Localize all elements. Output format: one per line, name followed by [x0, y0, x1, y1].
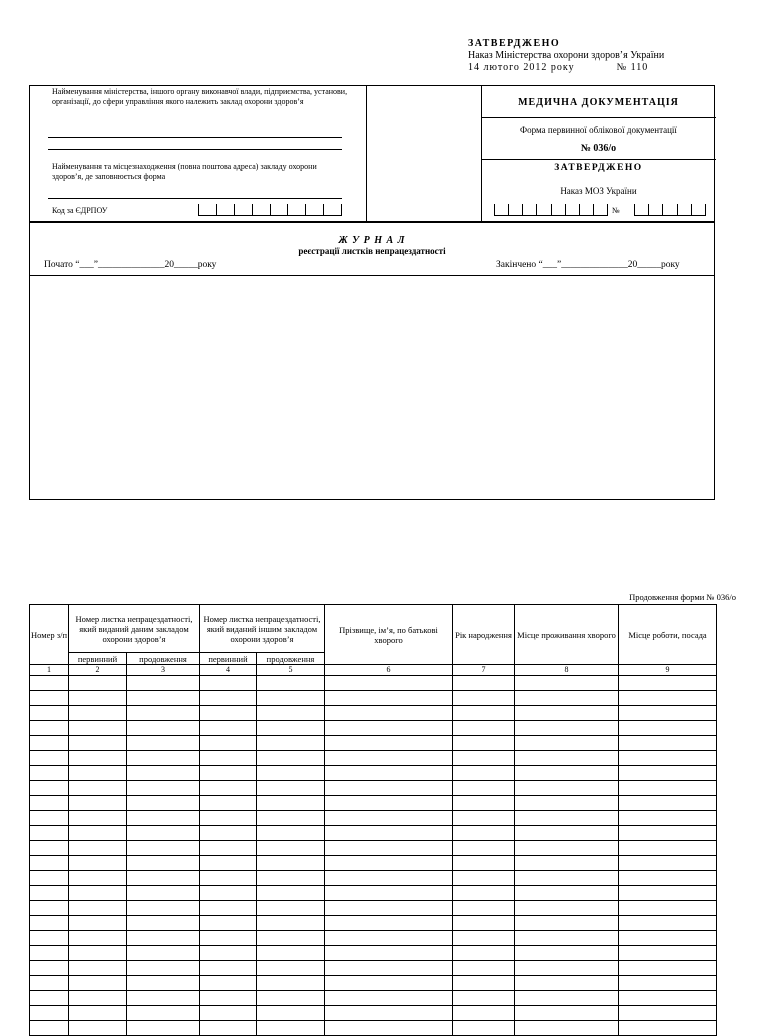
- table-cell[interactable]: [200, 946, 257, 961]
- journal-subtitle: реєстрації листків непрацездатності: [298, 246, 446, 256]
- table-row: [30, 901, 717, 916]
- table-cell[interactable]: [30, 1021, 69, 1036]
- table-cell[interactable]: [200, 886, 257, 901]
- table-cell[interactable]: [619, 991, 717, 1006]
- table-cell[interactable]: [200, 976, 257, 991]
- table-row: [30, 991, 717, 1006]
- table-cell[interactable]: [453, 856, 515, 871]
- table-cell[interactable]: [325, 856, 453, 871]
- table-cell[interactable]: [325, 691, 453, 706]
- table-cell[interactable]: [257, 916, 325, 931]
- form-label: Форма первинної облікової документації: [520, 125, 677, 135]
- table-cell[interactable]: [619, 886, 717, 901]
- table-cell[interactable]: [257, 736, 325, 751]
- table-cell[interactable]: [325, 736, 453, 751]
- table-cell[interactable]: [619, 691, 717, 706]
- table-cell[interactable]: [515, 706, 619, 721]
- edrpou-label: Код за ЄДРПОУ: [52, 206, 108, 215]
- table-cell[interactable]: [257, 706, 325, 721]
- sub-continued-other: продовження: [257, 653, 325, 665]
- approval-date: 14 лютого 2012 року: [468, 62, 575, 73]
- table-cell[interactable]: [69, 931, 127, 946]
- table-cell[interactable]: [30, 751, 69, 766]
- table-cell[interactable]: [619, 931, 717, 946]
- table-cell[interactable]: [325, 796, 453, 811]
- col-name-header: Прізвище, ім’я, по батькові хворого: [325, 605, 453, 665]
- table-cell[interactable]: [69, 976, 127, 991]
- approval-date-line: [468, 62, 664, 74]
- table-cell[interactable]: [127, 1021, 200, 1036]
- table-cell[interactable]: [127, 811, 200, 826]
- table-cell[interactable]: [515, 901, 619, 916]
- col-residence-header: Місце проживання хворого: [515, 605, 619, 665]
- ministry-label: Найменування міністерства, іншого органу виконавчої влади, підприємства, установи, організації, до сфери управління якого належить заклад охорони здоров’я: [52, 87, 348, 106]
- table-cell[interactable]: [30, 721, 69, 736]
- table-row: [30, 976, 717, 991]
- table-row: [30, 841, 717, 856]
- table-cell[interactable]: [30, 946, 69, 961]
- table-cell[interactable]: [127, 1006, 200, 1021]
- table-cell[interactable]: [325, 751, 453, 766]
- table-cell[interactable]: [619, 871, 717, 886]
- table-cell[interactable]: [30, 856, 69, 871]
- table-cell[interactable]: [69, 871, 127, 886]
- table-cell[interactable]: [515, 781, 619, 796]
- approved-label: ЗАТВЕРДЖЕНО: [554, 163, 643, 173]
- table-row: [30, 946, 717, 961]
- table-cell[interactable]: [619, 811, 717, 826]
- table-cell[interactable]: [30, 931, 69, 946]
- table-cell[interactable]: [515, 766, 619, 781]
- table-row: [30, 736, 717, 751]
- table-cell[interactable]: [619, 946, 717, 961]
- table-cell[interactable]: [30, 766, 69, 781]
- form-header-box: [29, 85, 715, 500]
- table-cell[interactable]: [453, 811, 515, 826]
- table-cell[interactable]: [30, 886, 69, 901]
- table-cell[interactable]: [453, 1006, 515, 1021]
- table-cell[interactable]: [515, 871, 619, 886]
- table-cell[interactable]: [325, 976, 453, 991]
- table-cell[interactable]: [127, 991, 200, 1006]
- table-cell[interactable]: [257, 841, 325, 856]
- table-cell[interactable]: [69, 766, 127, 781]
- facility-signature-line: [48, 198, 342, 199]
- table-cell[interactable]: [619, 706, 717, 721]
- table-cell[interactable]: [325, 811, 453, 826]
- table-cell[interactable]: [69, 841, 127, 856]
- table-cell[interactable]: [69, 961, 127, 976]
- table-row: [30, 721, 717, 736]
- table-cell[interactable]: [619, 841, 717, 856]
- table-cell[interactable]: [453, 946, 515, 961]
- table-cell[interactable]: [200, 691, 257, 706]
- table-cell[interactable]: [453, 841, 515, 856]
- table-cell[interactable]: [619, 961, 717, 976]
- table-cell[interactable]: [325, 901, 453, 916]
- table-cell[interactable]: [515, 811, 619, 826]
- table-cell[interactable]: [200, 706, 257, 721]
- table-cell[interactable]: [515, 991, 619, 1006]
- table-cell[interactable]: [257, 751, 325, 766]
- table-cell[interactable]: [127, 946, 200, 961]
- table-cell[interactable]: [200, 796, 257, 811]
- table-cell[interactable]: [515, 1021, 619, 1036]
- table-cell[interactable]: [127, 796, 200, 811]
- table-cell[interactable]: [515, 841, 619, 856]
- table-cell[interactable]: [619, 796, 717, 811]
- journal-title: Ж У Р Н А Л: [338, 235, 406, 246]
- table-cell[interactable]: [127, 961, 200, 976]
- table-cell[interactable]: [619, 976, 717, 991]
- table-cell[interactable]: [325, 721, 453, 736]
- table-cell[interactable]: [30, 781, 69, 796]
- table-cell[interactable]: [453, 691, 515, 706]
- table-row: [30, 916, 717, 931]
- table-cell[interactable]: [619, 721, 717, 736]
- table-row: [30, 1006, 717, 1021]
- table-cell[interactable]: [515, 1006, 619, 1021]
- table-cell[interactable]: [515, 976, 619, 991]
- approval-block: [468, 38, 664, 74]
- table-row: [30, 961, 717, 976]
- table-cell[interactable]: [515, 961, 619, 976]
- journal-finished: Закінчено “___”______________20_____року: [496, 260, 680, 270]
- table-cell[interactable]: [515, 676, 619, 691]
- table-cell[interactable]: [453, 1021, 515, 1036]
- table-cell[interactable]: [257, 901, 325, 916]
- table-row: [30, 871, 717, 886]
- table-cell[interactable]: [515, 721, 619, 736]
- table-cell[interactable]: [515, 931, 619, 946]
- table-cell[interactable]: [453, 991, 515, 1006]
- table-cell[interactable]: [30, 736, 69, 751]
- table-cell[interactable]: [200, 721, 257, 736]
- table-cell[interactable]: [619, 1006, 717, 1021]
- table-cell[interactable]: [257, 826, 325, 841]
- table-cell[interactable]: [30, 691, 69, 706]
- sub-continued-own: продовження: [127, 653, 200, 665]
- table-cell[interactable]: [619, 1021, 717, 1036]
- table-cell[interactable]: [200, 811, 257, 826]
- table-cell[interactable]: [30, 796, 69, 811]
- table-cell[interactable]: [69, 826, 127, 841]
- table-cell[interactable]: [257, 676, 325, 691]
- table-cell[interactable]: [30, 961, 69, 976]
- table-cell[interactable]: [325, 766, 453, 781]
- table-cell[interactable]: [30, 811, 69, 826]
- table-cell[interactable]: [515, 856, 619, 871]
- continuation-note: Продовження форми № 036/о: [629, 592, 736, 602]
- table-row: [30, 676, 717, 691]
- table-cell[interactable]: [200, 931, 257, 946]
- group-own-header: Номер листка непрацездатності, який виданий даним закладом охорони здоров’я: [69, 605, 200, 653]
- table-cell[interactable]: [257, 856, 325, 871]
- moz-order-label: Наказ МОЗ України: [560, 186, 637, 196]
- approval-number: № 110: [616, 62, 649, 73]
- table-cell[interactable]: [200, 751, 257, 766]
- table-cell[interactable]: [127, 766, 200, 781]
- table-cell[interactable]: [325, 1006, 453, 1021]
- table-cell[interactable]: [200, 916, 257, 931]
- table-row: [30, 691, 717, 706]
- table-cell[interactable]: [619, 826, 717, 841]
- table-cell[interactable]: [257, 796, 325, 811]
- table-cell[interactable]: [453, 766, 515, 781]
- table-cell[interactable]: [200, 991, 257, 1006]
- table-cell[interactable]: [127, 706, 200, 721]
- table-cell[interactable]: [453, 721, 515, 736]
- table-cell[interactable]: [325, 871, 453, 886]
- col-index: 4: [200, 665, 257, 676]
- table-row: [30, 766, 717, 781]
- registration-table: [29, 604, 716, 1036]
- table-cell[interactable]: [619, 751, 717, 766]
- table-cell[interactable]: [127, 886, 200, 901]
- ministry-signature-line-2: [48, 149, 342, 150]
- table-cell[interactable]: [453, 736, 515, 751]
- table-cell[interactable]: [619, 676, 717, 691]
- col-index: 6: [325, 665, 453, 676]
- table-cell[interactable]: [127, 901, 200, 916]
- table-cell[interactable]: [200, 856, 257, 871]
- table-row: [30, 856, 717, 871]
- table-cell[interactable]: [30, 871, 69, 886]
- table-cell[interactable]: [257, 781, 325, 796]
- table-cell[interactable]: [200, 1006, 257, 1021]
- table-cell[interactable]: [69, 736, 127, 751]
- table-cell[interactable]: [69, 1006, 127, 1021]
- table-cell[interactable]: [325, 1021, 453, 1036]
- table-cell[interactable]: [453, 916, 515, 931]
- table-cell[interactable]: [325, 886, 453, 901]
- group-other-header: Номер листка непрацездатності, який виданий іншим закладом охорони здоров’я: [200, 605, 325, 653]
- table-cell[interactable]: [619, 736, 717, 751]
- table-cell[interactable]: [30, 826, 69, 841]
- table-cell[interactable]: [69, 886, 127, 901]
- col-index: 8: [515, 665, 619, 676]
- table-cell[interactable]: [325, 706, 453, 721]
- approval-order: Наказ Міністерства охорони здоров’я України: [468, 50, 665, 61]
- table-cell[interactable]: [619, 766, 717, 781]
- table-cell[interactable]: [453, 676, 515, 691]
- table-cell[interactable]: [257, 991, 325, 1006]
- table-row: [30, 796, 717, 811]
- table-cell[interactable]: [30, 1006, 69, 1021]
- facility-label: Найменування та місцезнаходження (повна поштова адреса) закладу охорони здоров’я, де заповнюється форма: [52, 162, 317, 181]
- order-number-cells[interactable]: [634, 204, 706, 216]
- table-cell[interactable]: [200, 781, 257, 796]
- table-row: [30, 1021, 717, 1036]
- table-cell[interactable]: [69, 811, 127, 826]
- table-cell[interactable]: [69, 676, 127, 691]
- table-cell[interactable]: [257, 766, 325, 781]
- table-cell[interactable]: [257, 946, 325, 961]
- col-number-header: Номер з/п: [30, 605, 69, 665]
- table-cell[interactable]: [69, 796, 127, 811]
- table-cell[interactable]: [257, 976, 325, 991]
- table-cell[interactable]: [257, 886, 325, 901]
- table-cell[interactable]: [257, 721, 325, 736]
- table-cell[interactable]: [127, 751, 200, 766]
- table-cell[interactable]: [127, 931, 200, 946]
- table-row: [30, 886, 717, 901]
- col-index: 9: [619, 665, 717, 676]
- table-cell[interactable]: [127, 871, 200, 886]
- table-cell[interactable]: [325, 676, 453, 691]
- col-index: 3: [127, 665, 200, 676]
- table-cell[interactable]: [200, 871, 257, 886]
- table-cell[interactable]: [69, 991, 127, 1006]
- table-cell[interactable]: [69, 781, 127, 796]
- approval-title: ЗАТВЕРДЖЕНО: [468, 38, 561, 49]
- table-cell[interactable]: [30, 916, 69, 931]
- table-cell[interactable]: [200, 1021, 257, 1036]
- table-cell[interactable]: [127, 976, 200, 991]
- table-cell[interactable]: [257, 691, 325, 706]
- table-cell[interactable]: [619, 781, 717, 796]
- table-row: [30, 931, 717, 946]
- order-date-cells[interactable]: [494, 204, 608, 216]
- col-work-header: Місце роботи, посада: [619, 605, 717, 665]
- table-cell[interactable]: [515, 886, 619, 901]
- table-cell[interactable]: [127, 676, 200, 691]
- col-index: 7: [453, 665, 515, 676]
- table-cell[interactable]: [200, 676, 257, 691]
- table-cell[interactable]: [619, 856, 717, 871]
- sub-primary-own: первинний: [69, 653, 127, 665]
- table-cell[interactable]: [257, 1021, 325, 1036]
- table-cell[interactable]: [200, 841, 257, 856]
- table-cell[interactable]: [453, 961, 515, 976]
- table-cell[interactable]: [127, 856, 200, 871]
- table-cell[interactable]: [453, 751, 515, 766]
- table-cell[interactable]: [127, 916, 200, 931]
- table-cell[interactable]: [453, 871, 515, 886]
- table-cell[interactable]: [515, 946, 619, 961]
- table-cell[interactable]: [69, 706, 127, 721]
- medical-documentation-label: МЕДИЧНА ДОКУМЕНТАЦІЯ: [518, 97, 679, 108]
- table-cell[interactable]: [200, 901, 257, 916]
- sub-primary-other: первинний: [200, 653, 257, 665]
- table-cell[interactable]: [69, 1021, 127, 1036]
- col-birth-header: Рік народження: [453, 605, 515, 665]
- table-cell[interactable]: [515, 751, 619, 766]
- table-cell[interactable]: [515, 826, 619, 841]
- form-number: № 036/о: [580, 143, 617, 154]
- col-index: 2: [69, 665, 127, 676]
- table-cell[interactable]: [453, 931, 515, 946]
- table-cell[interactable]: [69, 691, 127, 706]
- table-cell[interactable]: [257, 871, 325, 886]
- table-cell[interactable]: [325, 826, 453, 841]
- table-cell[interactable]: [69, 856, 127, 871]
- col-index: 5: [257, 665, 325, 676]
- table-row: [30, 706, 717, 721]
- table-cell[interactable]: [69, 751, 127, 766]
- table-cell[interactable]: [69, 901, 127, 916]
- table-row: [30, 826, 717, 841]
- journal-started: Почато “___”______________20_____року: [44, 260, 217, 270]
- table-cell[interactable]: [325, 916, 453, 931]
- table-cell[interactable]: [257, 1006, 325, 1021]
- table-cell[interactable]: [127, 841, 200, 856]
- table-cell[interactable]: [30, 901, 69, 916]
- table-cell[interactable]: [325, 946, 453, 961]
- table-cell[interactable]: [30, 841, 69, 856]
- table-cell[interactable]: [619, 901, 717, 916]
- table-cell[interactable]: [69, 946, 127, 961]
- table-cell[interactable]: [127, 721, 200, 736]
- table-cell[interactable]: [325, 931, 453, 946]
- table-cell[interactable]: [453, 826, 515, 841]
- table-cell[interactable]: [325, 991, 453, 1006]
- edrpou-code-cells[interactable]: [198, 204, 342, 216]
- table-cell[interactable]: [515, 916, 619, 931]
- table-cell[interactable]: [453, 706, 515, 721]
- ministry-signature-line: [48, 137, 342, 138]
- table-row: [30, 811, 717, 826]
- table-row: [30, 751, 717, 766]
- col-index: 1: [30, 665, 69, 676]
- table-cell[interactable]: [257, 961, 325, 976]
- table-cell[interactable]: [127, 826, 200, 841]
- table-cell[interactable]: [69, 721, 127, 736]
- table-cell[interactable]: [515, 796, 619, 811]
- table-cell[interactable]: [453, 886, 515, 901]
- table-row: [30, 781, 717, 796]
- table-cell[interactable]: [325, 781, 453, 796]
- table-cell[interactable]: [453, 901, 515, 916]
- table-cell[interactable]: [69, 916, 127, 931]
- table-cell[interactable]: [30, 706, 69, 721]
- table-cell[interactable]: [515, 736, 619, 751]
- table-cell[interactable]: [453, 796, 515, 811]
- table-cell[interactable]: [515, 691, 619, 706]
- table-cell[interactable]: [453, 976, 515, 991]
- table-cell[interactable]: [257, 931, 325, 946]
- table-cell[interactable]: [127, 691, 200, 706]
- table-cell[interactable]: [325, 961, 453, 976]
- table-cell[interactable]: [619, 916, 717, 931]
- table-cell[interactable]: [200, 826, 257, 841]
- table-cell[interactable]: [127, 781, 200, 796]
- table-cell[interactable]: [200, 766, 257, 781]
- table-cell[interactable]: [30, 976, 69, 991]
- order-number-sign: №: [612, 206, 620, 215]
- table-cell[interactable]: [200, 736, 257, 751]
- table-cell[interactable]: [453, 781, 515, 796]
- table-cell[interactable]: [325, 841, 453, 856]
- table-cell[interactable]: [127, 736, 200, 751]
- table-cell[interactable]: [30, 991, 69, 1006]
- table-cell[interactable]: [200, 961, 257, 976]
- table-cell[interactable]: [30, 676, 69, 691]
- table-cell[interactable]: [257, 811, 325, 826]
